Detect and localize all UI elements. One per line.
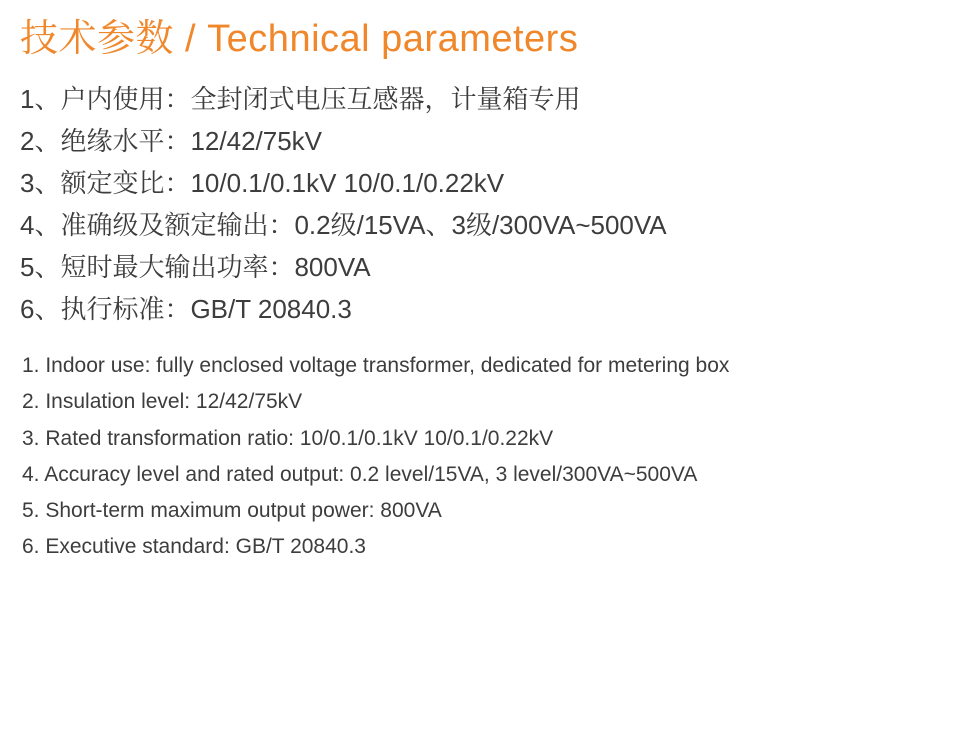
list-item: 6. Executive standard: GB/T 20840.3 [22, 534, 366, 558]
list-item: 4、准确级及额定输出：0.2级/15VA、3级/300VA~500VA [20, 210, 667, 241]
list-item: 2. Insulation level: 12/42/75kV [22, 390, 303, 414]
list-item: 5. Short-term maximum output power: 800VA [22, 498, 442, 522]
list-item: 1、户内使用：全封闭式电压互感器，计量箱专用 [20, 83, 581, 114]
spec-list-english [16, 348, 964, 565]
list-item: 4. Accuracy level and rated output: 0.2 level/15VA, 3 level/300VA~500VA [22, 462, 698, 486]
spec-list-chinese [16, 78, 964, 331]
list-item: 6、执行标准：GB/T 20840.3 [20, 294, 352, 325]
list-item: 2、绝缘水平：12/42/75kV [20, 125, 323, 156]
page-title: 技术参数 / Technical parameters [20, 18, 579, 60]
list-item: 3、额定变比：10/0.1/0.1kV 10/0.1/0.22kV [20, 167, 505, 198]
list-item: 5、短时最大输出功率：800VA [20, 252, 371, 283]
list-item: 3. Rated transformation ratio: 10/0.1/0.1kV 10/0.1/0.22kV [22, 426, 554, 450]
list-item: 1. Indoor use: fully enclosed voltage transformer, dedicated for metering box [22, 354, 730, 378]
